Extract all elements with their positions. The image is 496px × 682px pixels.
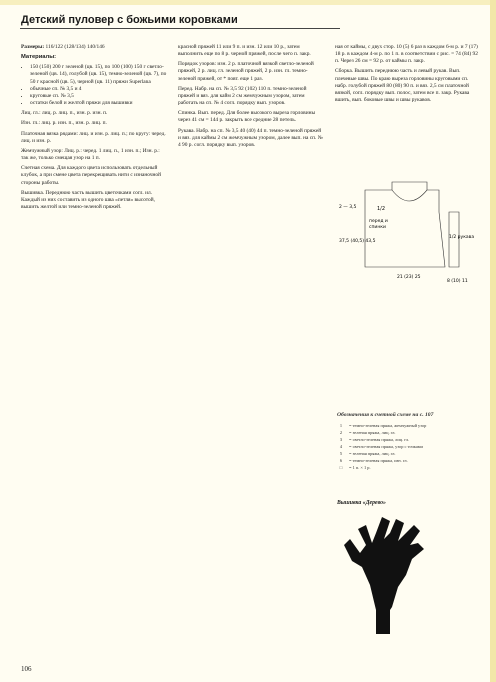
- materials-list: [21, 64, 167, 107]
- c1-para: Лиц. гл.: лиц. р. лиц. п., изн. р. изн. п.: [21, 110, 108, 117]
- c2-para: Спинка. Вып. перед. Для более высокого выреза горловины через 41 см = 144 р. закрыть все средние 28 петель.: [178, 110, 316, 124]
- legend-title: Обозначения к счетной схеме на с. 107: [337, 412, 434, 418]
- c2-para: Перед. Набр. на сп. № 3,5 92 (102) 110 п. темно-зеленой пряжей и вяз. для кайм 2 см жемчужным узором, затем работать на сп. № 4 согл. порядку вып. узоров.: [178, 85, 307, 107]
- materials-heading: Материалы:: [21, 54, 57, 61]
- legend-item: 6 = темно-зеленая пряжа, изн. гл.: [339, 458, 408, 463]
- c2-para: Порядок узоров: изн. 2 р. платочной вязкой светло-зеленой пряжей, 2 р. лиц. гл. зеленой пряжей, 2 р. изн. гл. темно-зеленой пряжей, от * повт. еще 1 раз.: [178, 61, 314, 82]
- materials-item: • остатки белой и желтой пряжи для вышивки: [30, 100, 167, 107]
- c1-para: Платочная вязка рядами: лиц. и изн. р. лиц. п.; по кругу: черед. лиц. и изн. р.: [21, 130, 166, 144]
- diagram-label: 1/2: [377, 206, 386, 212]
- materials-item: • 150 (150) 200 г зеленой (цв. 15), по 100 (100) 150 г светло-зеленой (цв. 14), голубой (цв. 15), темно-зеленой (цв. 7), по 50 г красной (цв. 5), черной (цв. 11) пряжи Superlana: [30, 64, 167, 85]
- legend: [337, 412, 483, 471]
- c2-para: красной пряжей 11 или 9 п. и изн. 12 или 10 р., затем выполнить еще по 8 р. черной пряжей, после чего п. закр.: [178, 44, 311, 58]
- page-title: Детский пуловер с божьими коровками: [21, 14, 238, 26]
- diagram-measure: 8 (10) 11: [447, 279, 468, 284]
- column-1: [21, 44, 167, 214]
- c2-para: Рукава. Набр. на сп. № 3,5 40 (40) 44 п. темно-зеленой пряжей и вяз. для каймы 2 см жемчужным узором, далее вып. на сп. № 4 90 р. согл. порядку вып. узоров.: [178, 127, 323, 148]
- page-number: 106: [21, 665, 32, 673]
- materials-item: • обычные сп. № 3,5 и 4: [30, 86, 167, 93]
- column-3: [335, 44, 479, 107]
- pattern-schematic: [337, 172, 483, 287]
- c3-para: ная от каймы, с двух стор. 10 (5) 6 раз в каждом 6-м р. и 7 (17) 18 р. в каждом 4-м р. по 1 п. в соответствии с рис. = 74 (84) 92 п. Через 26 см = 92 р. от каймы п. закр.: [335, 44, 478, 65]
- legend-item: 5 = зеленая пряжа, лиц. гл.: [339, 451, 396, 456]
- diagram-label: спинки: [369, 225, 386, 230]
- legend-item: 1 = темно-зеленая пряжа, жемчужный узор: [339, 423, 427, 428]
- c1-para: Изн. гл.: лиц. р. изн. п., изн. р. лиц. п.: [21, 120, 107, 127]
- title-rule: [20, 28, 340, 29]
- tree-silhouette: [344, 517, 424, 634]
- legend-item: □ = 1 п. × 1 р.: [339, 465, 371, 470]
- column-2: [178, 44, 324, 152]
- c1-para: Счетная схема. Для каждого цвета использовать отдельный клубок, а при смене цвета перекрещивать нити с изнаночной стороны работы.: [21, 165, 162, 186]
- diagram-measure: 21 (23) 25: [397, 275, 421, 280]
- diagram-measure: 37,5 (40,5) 43,5: [339, 239, 376, 244]
- sizes: Размеры: 116/122 (128/134) 140/146: [21, 44, 105, 50]
- diagram-label: 1/2 рукава: [449, 235, 475, 240]
- diagram-label: перед и: [369, 219, 388, 224]
- right-border: [490, 0, 496, 682]
- tree-embroidery-title: Вышивка «Дерево»: [337, 500, 386, 506]
- top-border: [0, 0, 490, 5]
- legend-item: 3 = светло-зеленая пряжа, лиц. гл.: [339, 437, 410, 442]
- neckline: [392, 190, 427, 201]
- legend-item: 4 = светло-зеленая пряжа, узор с точками: [339, 444, 423, 449]
- materials-item: • круговые сп. № 3,5: [30, 93, 167, 100]
- c1-para: Жемчужный узор: Лиц. р.: черед. 1 лиц. п., 1 изн. п.; Изн. р.: так же, только смещая узор на 1 п.: [21, 147, 160, 162]
- legend-item: 2 = зеленая пряжа, лиц. гл.: [339, 430, 396, 435]
- c3-para: Сборка. Вышить переднюю часть и левый рукав. Вып. плечевые швы. По краю выреза горловины круговыми сп. набр. голубой пряжей 80 (80) 90 п. и вяз. 2,5 см платочной вязкой, согл. порядку вып. полос, затем все п. закр. Рукава вшить, вып. боковые швы и швы рукавов.: [335, 68, 470, 104]
- diagram-measure: 2 — 3,5: [339, 205, 357, 210]
- c1-para: Вышивка. Переднюю часть вышить цветочками согл. ил. Каждый из них составить из одного шва «петля» высотой, вышить желтой или темно-зеленой пряжей.: [21, 189, 155, 210]
- tree-embroidery-illustration: [342, 515, 426, 636]
